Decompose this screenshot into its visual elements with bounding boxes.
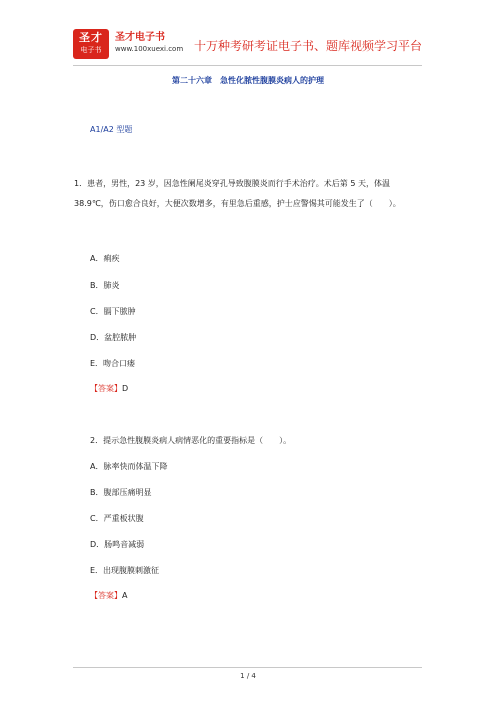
question-1-stem: 1．患者，男性，23 岁，因急性阑尾炎穿孔导致腹膜炎而行手术治疗。术后第 5 天，体温 38.9℃，伤口愈合良好，大便次数增多，有里急后重感，护士应警惕其可能发生了（ ）。 [74, 179, 401, 208]
question-1-option-c: C．膈下脓肿 [90, 307, 136, 316]
brand-name: 圣才电子书 [115, 32, 165, 43]
answer-value: A [122, 591, 128, 600]
answer-label: 【答案】 [90, 591, 122, 600]
question-1-option-d: D．盆腔脓肿 [90, 333, 137, 342]
question-2-option-a: A．脉率快而体温下降 [90, 462, 168, 471]
page-header [73, 27, 422, 66]
question-1-answer [90, 383, 128, 394]
answer-value: D [122, 384, 129, 393]
header-slogan: 十万种考研考证电子书、题库视频学习平台 [193, 39, 422, 53]
question-2-stem: 2．提示急性腹膜炎病人病情恶化的重要指标是（ ）。 [90, 436, 292, 445]
question-2-option-c: C．严重板状腹 [90, 514, 144, 523]
logo-text-main: 圣才 [79, 31, 103, 44]
question-1-option-e: E．吻合口瘘 [90, 359, 136, 368]
section-title: A1/A2 型题 [90, 125, 133, 134]
question-2-option-d: D．肠鸣音减弱 [90, 540, 145, 549]
page-number: 1 / 4 [240, 672, 256, 680]
question-1-option-b: B．肺炎 [90, 281, 120, 290]
brand-block [115, 32, 183, 55]
question-1-option-a: A．痢疾 [90, 254, 120, 263]
question-2-option-e: E．出现腹膜刺激征 [90, 566, 160, 575]
brand-logo [73, 29, 109, 59]
question-2-answer [90, 590, 127, 601]
chapter-title: 第二十六章 急性化脓性腹膜炎病人的护理 [172, 76, 324, 85]
logo-text-sub: 电子书 [80, 46, 102, 54]
footer-divider [73, 667, 422, 668]
brand-url[interactable]: www.100xuexi.com [115, 45, 184, 53]
answer-label: 【答案】 [90, 384, 122, 393]
question-2-option-b: B．腹部压痛明显 [90, 488, 152, 497]
